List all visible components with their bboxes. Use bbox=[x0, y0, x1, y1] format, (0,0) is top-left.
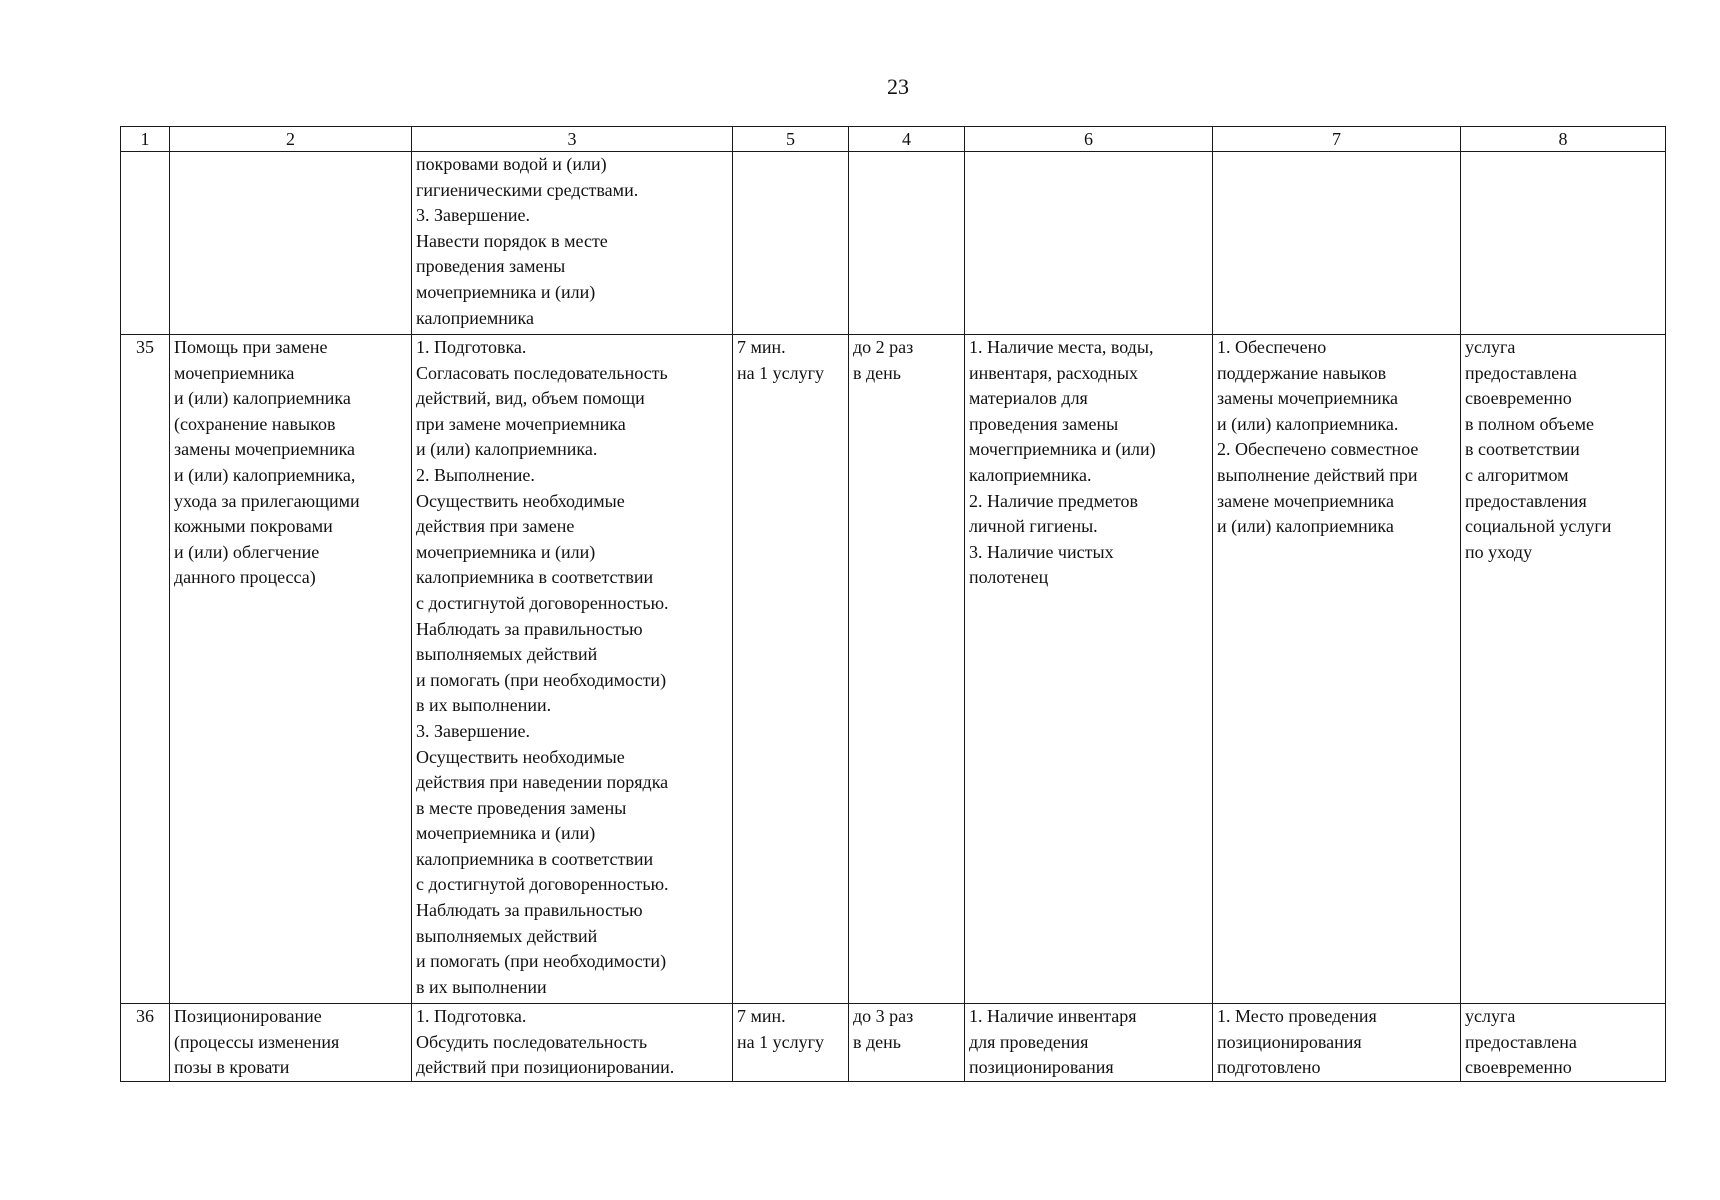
service-description: покровами водой и (или) гигиеническими средствами. 3. Завершение. Навести порядок в месте проведения замены мочеприемника и (или) калоприемника bbox=[412, 152, 733, 335]
column-header: 2 bbox=[170, 127, 412, 152]
services-table bbox=[120, 126, 1666, 1082]
service-time: 7 мин. на 1 услугу bbox=[733, 1004, 849, 1082]
service-time bbox=[733, 152, 849, 335]
column-header: 1 bbox=[121, 127, 170, 152]
table-row bbox=[121, 335, 1666, 1004]
service-result: 1. Место проведения позиционирования подготовлено bbox=[1213, 1004, 1461, 1082]
service-result: 1. Обеспечено поддержание навыков замены мочеприемника и (или) калоприемника. 2. Обеспечено совместное выполнение действий при замене мочеприемника и (или) калоприемника bbox=[1213, 335, 1461, 1004]
table-row bbox=[121, 152, 1666, 335]
service-result bbox=[1213, 152, 1461, 335]
table-row bbox=[121, 1004, 1666, 1082]
column-header: 8 bbox=[1461, 127, 1666, 152]
service-conditions: 1. Наличие места, воды, инвентаря, расходных материалов для проведения замены мочегприемника и (или) калоприемника. 2. Наличие предметов личной гигиены. 3. Наличие чистых полотенец bbox=[965, 335, 1213, 1004]
row-number: 35 bbox=[121, 335, 170, 1004]
column-header: 7 bbox=[1213, 127, 1461, 152]
service-time: 7 мин. на 1 услугу bbox=[733, 335, 849, 1004]
service-conditions bbox=[965, 152, 1213, 335]
service-conditions: 1. Наличие инвентаря для проведения позиционирования bbox=[965, 1004, 1213, 1082]
service-frequency: до 3 раз в день bbox=[849, 1004, 965, 1082]
service-name bbox=[170, 152, 412, 335]
row-number: 36 bbox=[121, 1004, 170, 1082]
service-description: 1. Подготовка. Обсудить последовательность действий при позиционировании. bbox=[412, 1004, 733, 1082]
service-name: Позиционирование (процессы изменения позы в кровати bbox=[170, 1004, 412, 1082]
service-name: Помощь при замене мочеприемника и (или) калоприемника (сохранение навыков замены мочеприемника и (или) калоприемника, ухода за прилегающими кожными покровами и (или) облегчение данного процесса) bbox=[170, 335, 412, 1004]
service-quality: услуга предоставлена своевременно в полном объеме в соответствии с алгоритмом предоставления социальной услуги по уходу bbox=[1461, 335, 1666, 1004]
service-quality bbox=[1461, 152, 1666, 335]
service-quality: услуга предоставлена своевременно bbox=[1461, 1004, 1666, 1082]
column-header: 5 bbox=[733, 127, 849, 152]
column-header: 6 bbox=[965, 127, 1213, 152]
page-number: 23 bbox=[887, 74, 909, 99]
table-header-row bbox=[121, 127, 1666, 152]
column-header: 4 bbox=[849, 127, 965, 152]
service-frequency: до 2 раз в день bbox=[849, 335, 965, 1004]
column-header: 3 bbox=[412, 127, 733, 152]
service-description: 1. Подготовка. Согласовать последовательность действий, вид, объем помощи при замене мочеприемника и (или) калоприемника. 2. Выполнение. Осуществить необходимые действия при замене мочеприемника и (или) калоприемника в соответствии с достигнутой договоренностью. Наблюдать за правильностью выполняемых действий и помогать (при необходимости) в их выполнении. 3. Завершение. Осуществить необходимые действия при наведении порядка в месте проведения замены мочеприемника и (или) калоприемника в соответствии с достигнутой договоренностью. Наблюдать за правильностью выполняемых действий и помогать (при необходимости) в их выполнении bbox=[412, 335, 733, 1004]
service-frequency bbox=[849, 152, 965, 335]
row-number bbox=[121, 152, 170, 335]
